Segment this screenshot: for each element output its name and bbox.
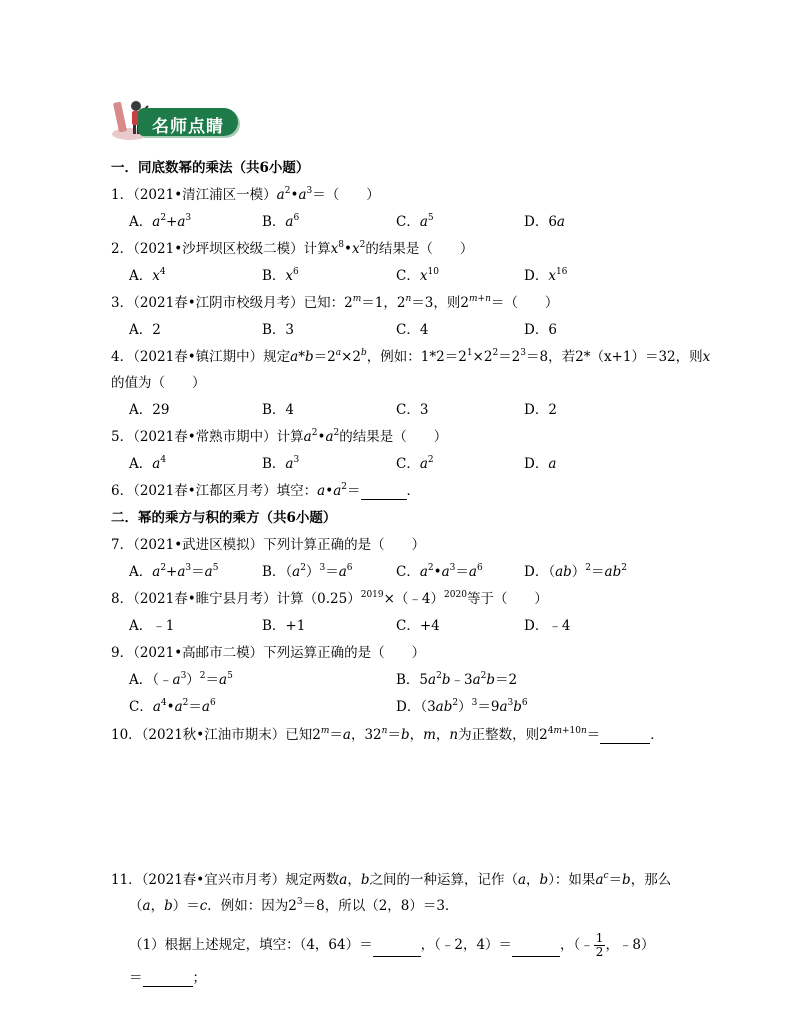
q4-option-c: C．3 bbox=[396, 402, 429, 418]
question-4: 4．（2021春•镇江期中）规定$a*b=2^a\times 2^b$，例如：$1*2=2^1\times 2^2=2^3=8$，若2*（x+1）＝32，则x bbox=[111, 347, 711, 365]
q8-option-c: C．+4 bbox=[396, 618, 440, 634]
q8-option-b: B．+1 bbox=[262, 618, 306, 634]
question-10: 10．（2021秋•江油市期末）已知$2^m=a$，$32^n=b$，m，n为正整数，则$2^{4m+10n}=$ ． bbox=[111, 725, 664, 743]
q3-option-c: C．4 bbox=[396, 322, 429, 338]
q10-answer-blank[interactable] bbox=[600, 727, 650, 744]
section-heading-2: 二．幂的乘方与积的乘方（共6小题） bbox=[111, 510, 337, 526]
q9-option-a: A．$(﹣a^3)^2=a^5$ bbox=[129, 670, 233, 688]
question-4-cont: 的值为（ ） bbox=[111, 375, 206, 391]
fraction-one-half: $\frac{1}{2}$ bbox=[595, 931, 604, 959]
q8-option-d: D．﹣4 bbox=[524, 618, 571, 634]
q3-option-a: A．2 bbox=[129, 322, 161, 338]
q2-option-b: B．$x^6$ bbox=[262, 266, 299, 284]
question-7: 7．（2021•武进区模拟）下列计算正确的是（ ） bbox=[111, 537, 426, 553]
q2-option-a: A．$x^4$ bbox=[129, 266, 166, 284]
question-11-line2: （a，b）＝c．例如：因为$2^3=8$，所以（2，8）＝3． bbox=[129, 896, 459, 914]
q1-option-b: B．$a^6$ bbox=[262, 212, 300, 230]
question-1: 1．（2021•清江浦区一模）$a^2•a^3=$（ ） bbox=[111, 185, 380, 203]
question-9: 9．（2021•高邮市二模）下列运算正确的是（ ） bbox=[111, 645, 426, 661]
question-11-part1: （1）根据上述规定，填空：（4，64）＝ ，（﹣2，4）＝ ，（﹣ $\frac{1}{2}$ ，﹣8） bbox=[129, 931, 655, 959]
q1-option-d: D．6a bbox=[524, 214, 565, 230]
q3-option-d: D．6 bbox=[524, 322, 557, 338]
q9-option-d: D．$(3ab^2)^3=9a^3b^6$ bbox=[396, 697, 528, 715]
q7-option-b: B．$(a^2)^3=a^6$ bbox=[262, 562, 353, 580]
q4-option-d: D．2 bbox=[524, 402, 557, 418]
q7-option-a: A．$a^2+a^3=a^5$ bbox=[129, 562, 219, 580]
question-5: 5．（2021春•常熟市期中）计算$a^2•a^2$的结果是（ ） bbox=[111, 427, 448, 445]
question-2: 2．（2021•沙坪坝区校级二模）计算$x^8•x^2$的结果是（ ） bbox=[111, 239, 474, 257]
question-6: 6．（2021春•江都区月考）填空：$a•a^2=$ ． bbox=[111, 481, 420, 499]
q7-option-d: D．$(ab)^2=ab^2$ bbox=[524, 562, 627, 580]
question-11: 11．（2021春•宜兴市月考）规定两数a，b之间的一种运算，记作（a，b）：如果$a^c=b$，那么 bbox=[111, 870, 672, 888]
q11-blank-1[interactable] bbox=[373, 934, 421, 957]
q4-option-b: B．4 bbox=[262, 402, 295, 418]
question-8: 8．（2021春•睢宁县月考）计算$(0.25)^{2019}\times(﹣4)^{2020}$等于（ ） bbox=[111, 589, 548, 607]
q3-option-b: B．3 bbox=[262, 322, 295, 338]
question-3: 3．（2021春•江阴市校级月考）已知：$2^m=1$，$2^n=3$，则$2^{m+n}=$（ ） bbox=[111, 293, 559, 311]
q11-blank-3[interactable] bbox=[143, 970, 193, 987]
q7-option-c: C．$a^2•a^3=a^6$ bbox=[396, 562, 483, 580]
q9-option-b: B．$5a^2b﹣3a^2b=2$ bbox=[396, 670, 518, 688]
q6-answer-blank[interactable] bbox=[361, 483, 407, 500]
q5-option-a: A．$a^4$ bbox=[129, 454, 167, 472]
q2-option-d: D．$x^{16}$ bbox=[524, 266, 568, 284]
section-heading-1: 一．同底数幂的乘法（共6小题） bbox=[111, 160, 310, 176]
q1-stem: ＝（ ） bbox=[312, 187, 380, 203]
q5-option-b: B．$a^3$ bbox=[262, 454, 300, 472]
q5-option-d: D．a bbox=[524, 456, 557, 472]
q8-option-a: A．﹣1 bbox=[129, 618, 175, 634]
question-11-part1-cont: ＝ ； bbox=[129, 970, 206, 986]
q1-option-c: C．$a^5$ bbox=[396, 212, 434, 230]
q4-option-a: A．29 bbox=[129, 402, 170, 418]
q2-option-c: C．$x^{10}$ bbox=[396, 266, 439, 284]
q5-option-c: C．$a^2$ bbox=[396, 454, 434, 472]
q11-blank-2[interactable] bbox=[512, 934, 560, 957]
q1-option-a: A．$a^2+a^3$ bbox=[129, 212, 192, 230]
section-badge bbox=[106, 94, 241, 142]
q9-option-c: C．$a^4•a^2=a^6$ bbox=[129, 697, 216, 715]
badge-label: 名师点睛 bbox=[152, 117, 224, 137]
q1-prefix: 1．（2021•清江浦区一模） bbox=[111, 187, 277, 203]
